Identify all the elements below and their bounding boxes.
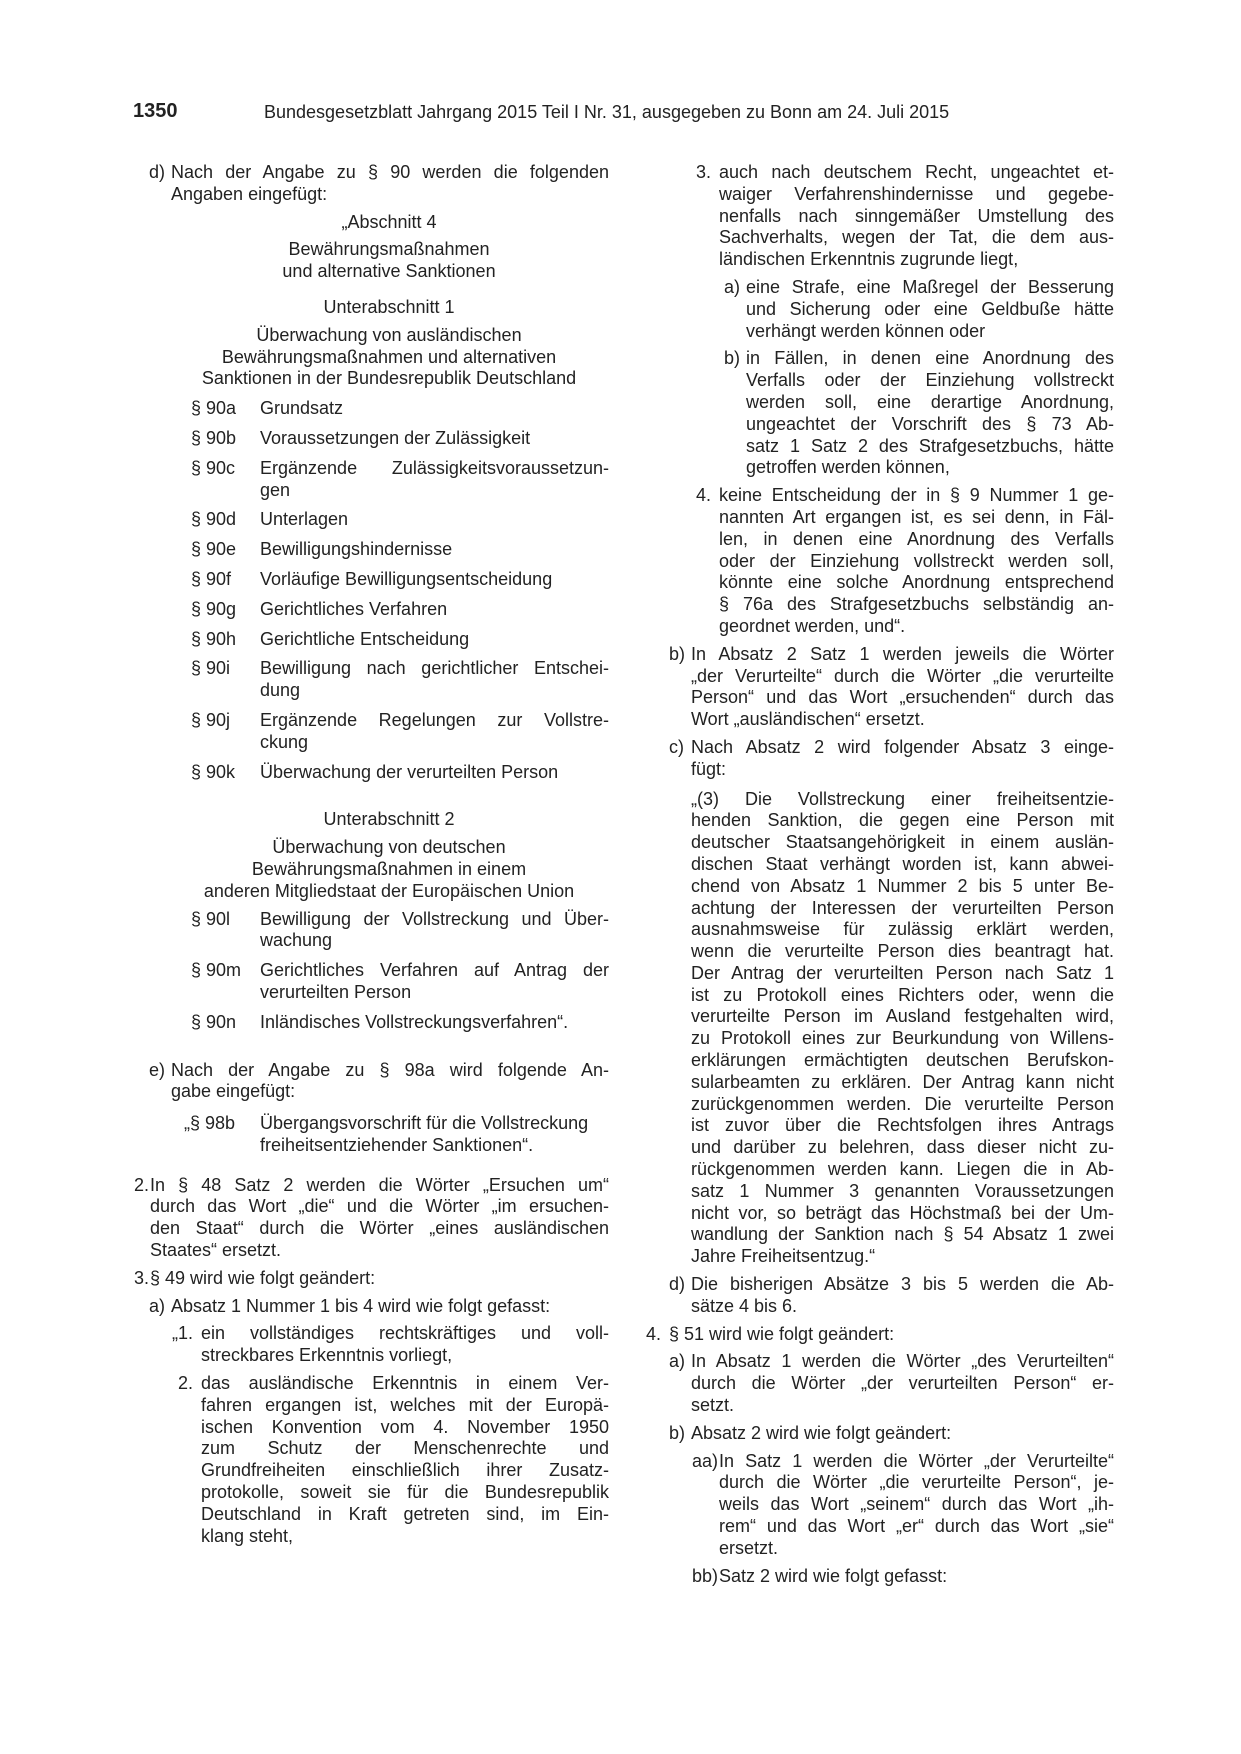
item-n3-text [719, 162, 1114, 271]
inserted-paragraph-3 [642, 789, 1114, 1269]
text-line: eine Strafe, eine Maßregel der Besserung [746, 276, 1114, 297]
text-line: klang steht, [201, 1525, 294, 1546]
text-line: Grundsatz [260, 398, 344, 419]
item-2 [133, 1175, 609, 1262]
item-b [642, 644, 1114, 731]
toc-entry [191, 398, 609, 420]
text-line: Bewährungsmaßnahmen [288, 239, 490, 260]
item-c-marker: c) [669, 736, 684, 757]
toc-section-title [260, 1012, 609, 1034]
text-line: getroffen werden können, [746, 457, 950, 478]
item-e-section-number: „§ 98b [184, 1113, 236, 1134]
text-line: Sanktionen in der Bundesrepublik Deutschland [201, 368, 577, 389]
item-4b-bb-marker: bb) [692, 1565, 719, 1586]
text-line: nicht vor, so beträgt das Höchstmaß bei der Um- [691, 1202, 1114, 1223]
text-line: wenn die verurteilte Person dies beantragt hat. [691, 941, 1114, 962]
item-3 [133, 1268, 609, 1290]
item-n3a-text [746, 277, 1114, 342]
text-line: Gerichtliches Verfahren [260, 598, 448, 619]
text-line: und darüber zu belehren, dass dieser nicht zu- [691, 1137, 1114, 1158]
item-n3 [642, 162, 1114, 271]
toc-section-title [260, 710, 609, 754]
unterabschnitt-2-title [133, 837, 609, 902]
text-line: zum Schutz der Menschenrechte und [201, 1438, 609, 1459]
text-line: Der Antrag der verurteilten Person nach Satz 1 [691, 962, 1114, 983]
text-line: Vorläufige Bewilligungsentscheidung [260, 568, 553, 589]
toc-section-title [260, 509, 609, 531]
text-line: wachung [260, 930, 333, 951]
item-d [133, 162, 609, 206]
text-line: „der Verurteilte“ durch die Wörter „die verurteilte [691, 665, 1114, 686]
item-2-marker: 2. [134, 1174, 150, 1195]
item-3-text [150, 1268, 609, 1290]
text-line: rückgenommen werden kann. Liegen die in Ab- [691, 1159, 1114, 1180]
text-line: Gerichtliche Entscheidung [260, 628, 470, 649]
text-line: ischen Konvention vom 4. November 1950 [201, 1416, 609, 1437]
text-line: In Absatz 2 Satz 1 werden jeweils die Wörter [691, 643, 1114, 664]
text-line: zurückgenommen werden. Die verurteilte Person [691, 1093, 1114, 1114]
text-line: satz 1 Satz 2 des Strafgesetzbuchs, hätte [746, 435, 1114, 456]
text-line: henden Sanktion, die gegen eine Person mit [691, 810, 1114, 831]
text-line: durch die Wörter „die verurteilte Person“, je- [719, 1472, 1114, 1493]
text-line: Nach der Angabe zu § 98a wird folgende An- [171, 1059, 609, 1080]
toc-entry [191, 569, 609, 591]
text-line: Verfalls oder der Einziehung vollstreckt [746, 370, 1114, 391]
item-e-marker: e) [149, 1059, 166, 1080]
text-line: In Absatz 1 werden die Wörter „des Verurteilten“ [691, 1351, 1114, 1372]
text-line: Überwachung von ausländischen [256, 324, 522, 345]
unterabschnitt-1-heading: Unterabschnitt 1 [323, 296, 455, 317]
item-n3b-marker: b) [724, 348, 741, 369]
text-line: Jahre Freiheitsentzug.“ [691, 1246, 876, 1267]
unterabschnitt-2-heading: Unterabschnitt 2 [323, 809, 455, 830]
text-line: Absatz 1 Nummer 1 bis 4 wird wie folgt gefasst: [171, 1295, 551, 1316]
item-n4-marker: 4. [696, 485, 712, 506]
item-3a-n2-text [201, 1373, 609, 1547]
item-3a-n1-text [201, 1323, 609, 1367]
item-3a-n2 [133, 1373, 609, 1547]
text-line: Wort „ausländischen“ ersetzt. [691, 709, 925, 730]
text-line: nenfalls nach sinngemäßer Umstellung des [719, 205, 1114, 226]
text-line: ungeachtet der Vorschrift des § 73 Ab- [746, 413, 1114, 434]
toc-section-title [260, 539, 609, 561]
toc-section-number: § 90k [191, 761, 236, 782]
text-line: Übergangsvorschrift für die Vollstreckung [260, 1113, 589, 1134]
text-line: gabe eingefügt: [171, 1081, 296, 1102]
text-line: Ergänzende Regelungen zur Vollstre- [260, 709, 609, 730]
text-line: und alternative Sanktionen [282, 261, 496, 282]
item-3a [133, 1296, 609, 1318]
toc-section-title [260, 599, 609, 621]
text-line: fahren ergangen ist, welches mit der Europä- [201, 1394, 609, 1415]
toc-section-title [260, 629, 609, 651]
text-line: nannten Art ergangen ist, es sei denn, in Fäl- [719, 506, 1114, 527]
text-line: chend von Absatz 1 Nummer 2 bis 5 unter Be- [691, 875, 1114, 896]
text-line: weils das Wort „seinem“ durch das Wort „ih- [719, 1494, 1114, 1515]
toc-section-number: § 90f [191, 568, 232, 589]
text-line: Staates“ ersetzt. [150, 1240, 282, 1261]
toc-entry [191, 909, 609, 953]
item-b-marker: b) [669, 643, 686, 664]
text-line: sularbeamten zu erklären. Der Antrag kann nicht [691, 1071, 1114, 1092]
text-line: durch die Wörter „der verurteilten Person“ er- [691, 1373, 1114, 1394]
toc-section-number: § 90e [191, 539, 237, 560]
toc-section-title [260, 398, 609, 420]
item-n4 [642, 485, 1114, 638]
toc-entry [191, 458, 609, 502]
toc-section-number: § 90c [191, 457, 236, 478]
abschnitt-heading: „Abschnitt 4 [341, 211, 437, 232]
text-line: setzt. [691, 1395, 735, 1416]
toc-section-title [260, 569, 609, 591]
item-4b-aa-text [719, 1451, 1114, 1560]
item-d-marker: d) [149, 162, 166, 182]
text-line: ersetzt. [719, 1537, 779, 1558]
toc-entry [191, 1012, 609, 1034]
item-3a-n2-marker: 2. [178, 1373, 194, 1394]
toc-section-title [260, 762, 609, 784]
toc-section-number: § 90h [191, 628, 237, 649]
text-line: In § 48 Satz 2 werden die Wörter „Ersuchen um“ [150, 1174, 609, 1195]
toc-section-number: § 90b [191, 427, 237, 448]
text-line: sätze 4 bis 6. [691, 1295, 798, 1316]
toc-section-number: § 90d [191, 509, 237, 530]
left-column [133, 162, 609, 1547]
item-c-text [691, 737, 1114, 781]
item-n3a [642, 277, 1114, 342]
text-line: ckung [260, 731, 309, 752]
toc-section-title [260, 909, 609, 953]
toc-entry [191, 762, 609, 784]
toc-section-title [260, 428, 609, 450]
toc-entry [191, 428, 609, 450]
text-line: und Sicherung oder eine Geldbuße hätte [746, 298, 1114, 319]
item-n3b [642, 348, 1114, 479]
text-line: freiheitsentziehender Sanktionen“. [260, 1134, 534, 1155]
right-column [642, 162, 1114, 1587]
item-d-right [642, 1274, 1114, 1318]
text-line: werden soll, eine derartige Anordnung, [746, 391, 1114, 412]
text-line: ist zuvor über die Rechtsfolgen ihres Antrags [691, 1115, 1114, 1136]
toc-section-title [260, 960, 609, 1004]
toc-entry [191, 629, 609, 651]
text-line: Inländisches Vollstreckungsverfahren“. [260, 1011, 569, 1032]
item-4b-aa-marker: aa) [692, 1450, 719, 1471]
item-4-text [669, 1324, 1114, 1346]
item-n3a-marker: a) [724, 276, 741, 297]
text-line: Absatz 2 wird wie folgt geändert: [691, 1422, 952, 1443]
text-line: „(3) Die Vollstreckung einer freiheitsentzie- [691, 788, 1114, 809]
text-line: deutscher Staatsangehörigkeit in einem auslän- [691, 832, 1114, 853]
text-line: Gerichtliches Verfahren auf Antrag der [260, 960, 609, 981]
text-line: Sachverhalts, wegen der Tat, die dem aus- [719, 227, 1114, 248]
text-line: anderen Mitgliedstaat der Europäischen Union [203, 880, 575, 901]
item-c [642, 737, 1114, 781]
text-line: achtung der Interessen der verurteilten Person [691, 897, 1114, 918]
text-line: geordnet werden, und“. [719, 615, 906, 636]
text-line: Voraussetzungen der Zulässigkeit [260, 427, 531, 448]
item-4b [642, 1423, 1114, 1445]
text-line: das ausländische Erkenntnis in einem Ver- [201, 1373, 609, 1394]
item-4b-aa [642, 1451, 1114, 1560]
toc-entry [191, 960, 609, 1004]
item-e-text [171, 1060, 609, 1104]
toc-entry [191, 658, 609, 702]
text-line: verhängt werden können oder [746, 320, 986, 341]
text-line: In Satz 1 werden die Wörter „der Verurteilte“ [719, 1450, 1114, 1471]
text-line: den Staat“ durch die Wörter „eines ausländischen [150, 1218, 609, 1239]
text-line: Bewilligung der Vollstreckung und Über- [260, 908, 609, 929]
unterabschnitt-1-title [133, 325, 609, 390]
item-4a-marker: a) [669, 1351, 686, 1372]
toc-section-number: § 90g [191, 598, 237, 619]
page-number: 1350 [133, 100, 178, 122]
item-d-text [171, 162, 609, 206]
text-line: satz 1 Nummer 3 genannten Voraussetzungen [691, 1180, 1114, 1201]
item-4a-text [691, 1351, 1114, 1416]
text-line: Deutschland in Kraft getreten sind, im Ein- [201, 1503, 609, 1524]
item-4 [642, 1324, 1114, 1346]
toc-entry [191, 509, 609, 531]
item-e [133, 1060, 609, 1104]
text-line: Ergänzende Zulässigkeitsvoraussetzun- [260, 457, 609, 478]
toc-section-title [260, 458, 609, 502]
text-line: zu Protokoll eines zur Beurkundung von Willens- [691, 1028, 1114, 1049]
text-line: protokolle, soweit sie für die Bundesrepublik [201, 1482, 609, 1503]
text-line: Satz 2 wird wie folgt gefasst: [719, 1565, 948, 1586]
item-3a-marker: a) [149, 1295, 166, 1316]
item-n3b-text [746, 348, 1114, 479]
toc-section-number: § 90m [191, 960, 242, 981]
item-3a-text [171, 1296, 609, 1318]
text-line: könnte eine solche Anordnung entsprechend [719, 572, 1114, 593]
toc-section-number: § 90j [191, 709, 231, 730]
item-3a-n1 [133, 1323, 609, 1367]
toc-section-number: § 90i [191, 658, 231, 679]
text-line: Überwachung von deutschen [272, 837, 506, 858]
text-line: verurteilten Person [260, 981, 412, 1002]
text-line: Angaben eingefügt: [171, 183, 328, 204]
toc-section-title [260, 658, 609, 702]
item-4b-bb [642, 1566, 1114, 1588]
text-line: ein vollständiges rechtskräftiges und voll- [201, 1323, 609, 1344]
text-line: § 76a des Strafgesetzbuchs selbständig an- [719, 594, 1114, 615]
item-n3-marker: 3. [696, 162, 712, 182]
text-line: Die bisherigen Absätze 3 bis 5 werden die Ab- [691, 1274, 1114, 1295]
item-e-section [133, 1113, 609, 1157]
item-3a-n1-marker: „1. [172, 1323, 194, 1344]
text-line: fügt: [691, 758, 727, 779]
item-n4-text [719, 485, 1114, 638]
text-line: Person“ und das Wort „ersuchenden“ durch das [691, 687, 1114, 708]
item-2-text [150, 1175, 609, 1262]
item-4b-bb-text [719, 1566, 1114, 1588]
item-d-right-marker: d) [669, 1274, 686, 1295]
text-line: gen [260, 479, 291, 500]
toc-entry [191, 710, 609, 754]
item-3-marker: 3. [134, 1267, 150, 1288]
text-line: § 51 wird wie folgt geändert: [669, 1323, 895, 1344]
item-d-right-text [691, 1274, 1114, 1318]
text-line: Bewilligung nach gerichtlicher Entschei- [260, 658, 609, 679]
text-line: Unterlagen [260, 509, 349, 530]
text-line: Bewährungsmaßnahmen und alternativen [221, 346, 557, 367]
text-line: durch das Wort „die“ und die Wörter „im ersuchen- [150, 1196, 609, 1217]
text-line: dischen Staat verhängt worden ist, kann abwei- [691, 853, 1114, 874]
toc-section-number: § 90n [191, 1011, 237, 1032]
toc-section-number: § 90a [191, 398, 237, 419]
text-line: oder der Einziehung vollstreckt werden soll, [719, 550, 1114, 571]
text-line: len, in denen eine Anordnung des Verfalls [719, 528, 1114, 549]
text-line: waiger Verfahrenshindernisse und gegebe- [719, 183, 1114, 204]
item-4b-text [691, 1423, 1114, 1445]
toc-entry [191, 599, 609, 621]
text-line: Grundfreiheiten einschließlich ihrer Zusatz- [201, 1460, 609, 1481]
item-4-marker: 4. [646, 1323, 662, 1344]
text-line: ist zu Protokoll eines Richters oder, wenn die [691, 984, 1114, 1005]
abschnitt-title [133, 239, 609, 283]
gazette-title: Bundesgesetzblatt Jahrgang 2015 Teil I Nr. 31, ausgegeben zu Bonn am 24. Juli 2015 [264, 102, 950, 122]
item-4a [642, 1351, 1114, 1416]
item-4b-marker: b) [669, 1422, 686, 1443]
text-line: dung [260, 680, 301, 701]
toc-list-1 [133, 398, 609, 783]
text-line: ländischen Erkenntnis zugrunde liegt, [719, 249, 1019, 270]
item-b-text [691, 644, 1114, 731]
text-line: ausnahmsweise für zulässig erklärt werden, [691, 919, 1114, 940]
toc-list-2 [133, 909, 609, 1034]
text-line: Bewährungsmaßnahmen in einem [251, 858, 527, 879]
text-line: in Fällen, in denen eine Anordnung des [746, 348, 1114, 369]
text-line: erklärungen ermächtigten deutschen Berufskon- [691, 1050, 1114, 1071]
text-line: auch nach deutschem Recht, ungeachtet et- [719, 162, 1114, 182]
text-line: § 49 wird wie folgt geändert: [150, 1267, 376, 1288]
text-line: Bewilligungshindernisse [260, 539, 453, 560]
text-line: Nach der Angabe zu § 90 werden die folgenden [171, 162, 609, 182]
text-line: keine Entscheidung der in § 9 Nummer 1 ge- [719, 485, 1114, 506]
text-line: rem“ und das Wort „er“ durch das Wort „sie“ [719, 1516, 1114, 1537]
item-e-section-text [260, 1113, 609, 1157]
text-line: Nach Absatz 2 wird folgender Absatz 3 einge- [691, 736, 1114, 757]
text-line: wandlung der Sanktion nach § 54 Absatz 1 zwei [691, 1224, 1114, 1245]
toc-entry [191, 539, 609, 561]
text-line: verurteilte Person im Ausland festgehalten wird, [691, 1006, 1114, 1027]
text-line: Überwachung der verurteilten Person [260, 761, 559, 782]
toc-section-number: § 90l [191, 908, 231, 929]
text-line: streckbares Erkenntnis vorliegt, [201, 1345, 453, 1366]
